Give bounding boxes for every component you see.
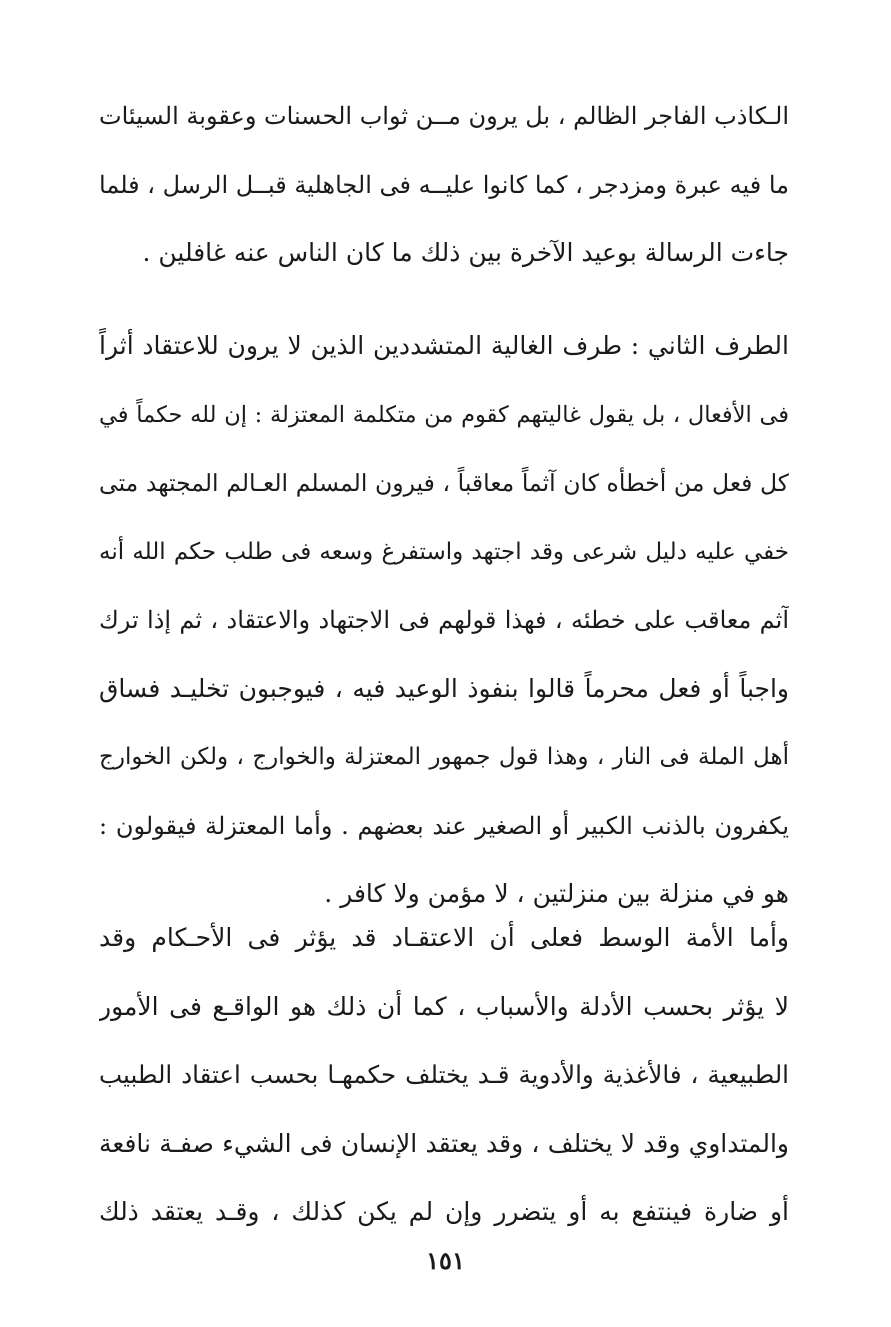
- text-line: أهل الملة فى النار ، وهذا قول جمهور المعتزلة والخوارج ، ولكن الخوارج: [99, 744, 789, 770]
- text-line: فى الأفعال ، بل يقول غاليتهم كقوم من متكلمة المعتزلة : إن لله حكماً في: [99, 401, 789, 428]
- text-line: الطرف الثاني : طرف الغالية المتشددين الذين لا يرون للاعتقاد أثراً: [99, 331, 789, 360]
- text-line: يكفرون بالذنب الكبير أو الصغير عند بعضهم . وأما المعتزلة فيقولون :: [99, 811, 789, 840]
- page-number: ١٥١: [426, 1246, 465, 1275]
- text-line: الـكاذب الفاجر الظالم ، بل يرون مــن ثواب الحسنات وعقوبة السيئات: [99, 102, 789, 130]
- text-line: خفي عليه دليل شرعى وقد اجتهد واستفرغ وسعه فى طلب حكم الله أنه: [99, 538, 789, 565]
- text-line: الطبيعية ، فالأغذية والأدوية قـد يختلف حكمهـا بحسب اعتقاد الطبيب: [99, 1060, 789, 1089]
- text-line: هو في منزلة بين منزلتين ، لا مؤمن ولا كافر .: [324, 879, 789, 908]
- paragraph-1: [99, 82, 789, 288]
- text-line: ما فيه عبرة ومزدجر ، كما كانوا عليــه فى الجاهلية قبــل الرسل ، فلما: [99, 170, 789, 199]
- text-line: آثم معاقب على خطئه ، فهذا قولهم فى الاجتهاد والاعتقاد ، ثم إذا ترك: [99, 606, 789, 634]
- text-line: جاءت الرسالة بوعيد الآخرة بين ذلك ما كان الناس عنه غافلين .: [142, 238, 789, 267]
- paragraph-3: [99, 904, 789, 1247]
- text-line: لا يؤثر بحسب الأدلة والأسباب ، كما أن ذلك هو الواقـع فى الأمور: [99, 991, 789, 1021]
- text-line: أو ضارة فينتفع به أو يتضرر وإن لم يكن كذلك ، وقـد يعتقد ذلك: [99, 1197, 789, 1226]
- text-line: واجباً أو فعل محرماً قالوا بنفوذ الوعيد فيه ، فيوجبون تخليـد فساق: [99, 673, 789, 703]
- text-line: كل فعل من أخطأه كان آثماً معاقباً ، فيرون المسلم العـالم المجتهد متى: [99, 469, 789, 497]
- text-line: والمتداوي وقد لا يختلف ، وقد يعتقد الإنسان فى الشيء صفـة نافعة: [99, 1128, 789, 1158]
- text-line: وأما الأمة الوسط فعلى أن الاعتقـاد قد يؤثر فى الأحـكام وقد: [99, 923, 789, 952]
- paragraph-2: [99, 312, 789, 929]
